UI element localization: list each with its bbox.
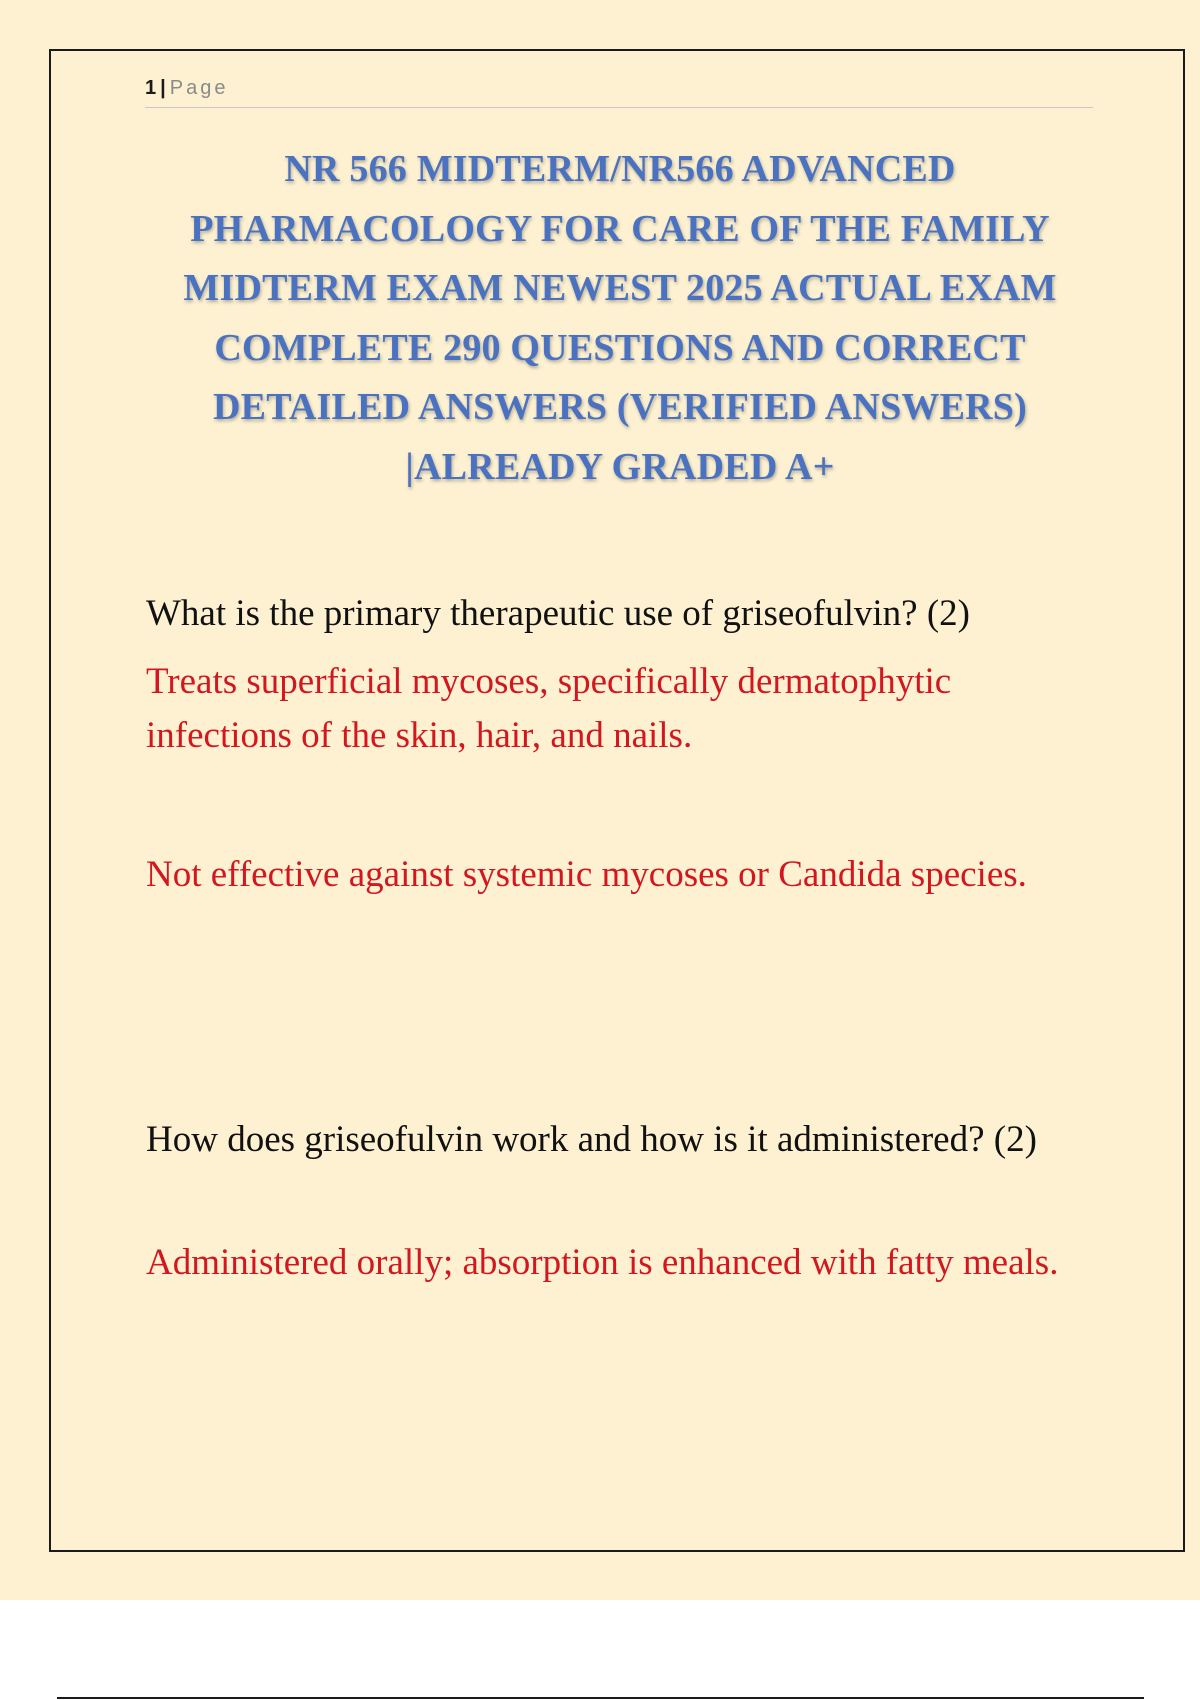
question-2: How does griseofulvin work and how is it administered? (2)	[146, 1119, 1037, 1160]
page-header	[145, 74, 1093, 108]
page-label: Page	[169, 77, 229, 99]
answer-1-part-2: Not effective against systemic mycoses or Candida species.	[146, 854, 1027, 895]
question-1: What is the primary therapeutic use of griseofulvin? (2)	[146, 593, 970, 634]
answer-1-part-1: Treats superficial mycoses, specifically dermatophytic infections of the skin, hair, and nails.	[146, 661, 952, 756]
page-separator: |	[160, 77, 166, 99]
bottom-divider	[57, 1697, 1144, 1699]
document-title: NR 566 MIDTERM/NR566 ADVANCED PHARMACOLOGY FOR CARE OF THE FAMILY MIDTERM EXAM NEWEST 2025 ACTUAL EXAM COMPLETE 290 QUESTIONS AND CORRECT DETAILED ANSWERS (VERIFIED ANSWERS) |ALREADY GRADED A+	[183, 148, 1057, 488]
page-number: 1	[145, 77, 157, 99]
answer-2-part-1: Administered orally; absorption is enhanced with fatty meals.	[146, 1242, 1059, 1283]
